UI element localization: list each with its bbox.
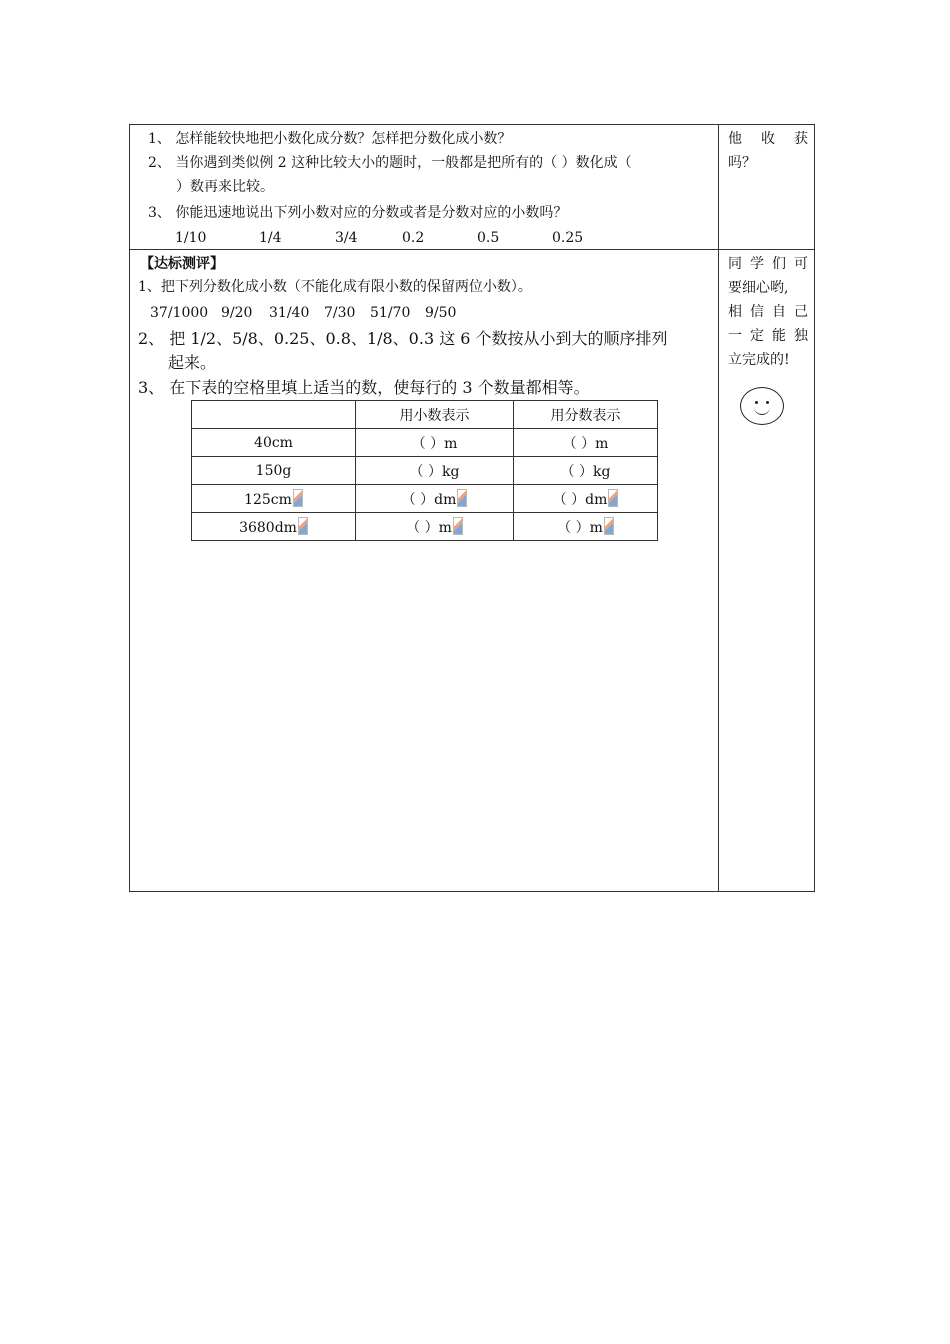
fraction-value: 31/40 bbox=[269, 305, 310, 321]
preview-question-1: 1、 怎样能较快地把小数化成分数？怎样把分数化成小数？ bbox=[148, 131, 512, 147]
table-cell bbox=[514, 485, 658, 513]
table-header-row bbox=[192, 401, 658, 429]
side-note-line: 相 信 自 己 bbox=[728, 304, 808, 320]
cell-text: （ ）m bbox=[406, 519, 452, 536]
worksheet-frame bbox=[129, 124, 815, 892]
cell-text: 3680dm bbox=[239, 520, 297, 536]
unit-conversion-table bbox=[191, 400, 658, 541]
squared-unit-icon bbox=[453, 517, 463, 535]
table-cell: （ ）m bbox=[356, 429, 514, 457]
fraction-value: 7/30 bbox=[324, 305, 356, 321]
table-row bbox=[192, 429, 658, 457]
table-header-cell bbox=[192, 401, 356, 429]
preview-value: 1/4 bbox=[259, 230, 282, 246]
side-note-line: 同 学 们 可 bbox=[728, 256, 808, 272]
fraction-value: 9/50 bbox=[425, 305, 457, 321]
squared-unit-icon bbox=[457, 489, 467, 507]
side-note-line: 一 定 能 独 bbox=[728, 328, 808, 344]
preview-value: 0.25 bbox=[552, 230, 584, 246]
cell-text: 125cm bbox=[244, 492, 292, 508]
table-header-cell: 用分数表示 bbox=[514, 401, 658, 429]
table-cell bbox=[192, 513, 356, 541]
squared-unit-icon bbox=[608, 489, 618, 507]
table-cell: 150g bbox=[192, 457, 356, 485]
assessment-question-1: 1、把下列分数化成小数（不能化成有限小数的保留两位小数）。 bbox=[138, 279, 532, 295]
assessment-question-2-line-2: 起来。 bbox=[168, 353, 217, 372]
table-cell: （ ）m bbox=[514, 429, 658, 457]
table-cell: （ ）kg bbox=[356, 457, 514, 485]
fraction-value: 9/20 bbox=[221, 305, 253, 321]
preview-value: 0.5 bbox=[477, 230, 500, 246]
preview-value: 1/10 bbox=[175, 230, 207, 246]
assessment-heading: 【达标测评】 bbox=[140, 256, 224, 272]
row-divider bbox=[130, 249, 814, 250]
side-note-line: 他 收 获 bbox=[728, 131, 808, 147]
smiley-face-icon bbox=[740, 387, 784, 425]
fraction-value: 37/1000 bbox=[150, 305, 209, 321]
side-note-line: 要细心哟, bbox=[728, 280, 789, 296]
table-cell bbox=[514, 513, 658, 541]
table-row bbox=[192, 513, 658, 541]
preview-question-2-line-1: 2、 当你遇到类似例 2 这种比较大小的题时，一般都是把所有的（ ）数化成（ bbox=[148, 155, 632, 171]
table-cell: 40cm bbox=[192, 429, 356, 457]
assessment-question-3: 3、 在下表的空格里填上适当的数，使每行的 3 个数量都相等。 bbox=[138, 378, 590, 397]
side-note-line: 立完成的! bbox=[728, 352, 790, 368]
cell-text: （ ）dm bbox=[552, 491, 608, 508]
column-divider bbox=[718, 125, 719, 891]
preview-value: 3/4 bbox=[335, 230, 358, 246]
assessment-side-note bbox=[728, 252, 808, 372]
table-row bbox=[192, 457, 658, 485]
squared-unit-icon bbox=[604, 517, 614, 535]
side-note-line: 吗？ bbox=[728, 155, 756, 171]
preview-side-note bbox=[728, 127, 808, 175]
table-header-cell: 用小数表示 bbox=[356, 401, 514, 429]
cell-text: （ ）m bbox=[557, 519, 603, 536]
cell-text: （ ）dm bbox=[401, 491, 457, 508]
squared-unit-icon bbox=[298, 517, 308, 535]
table-cell bbox=[192, 485, 356, 513]
preview-value: 0.2 bbox=[402, 230, 425, 246]
assessment-question-2-line-1: 2、 把 1/2、5/8、0.25、0.8、1/8、0.3 这 6 个数按从小到大的顺序排列 bbox=[138, 329, 668, 348]
preview-question-3: 3、 你能迅速地说出下列小数对应的分数或者是分数对应的小数吗？ bbox=[148, 205, 568, 221]
mouth-icon bbox=[754, 404, 770, 415]
table-cell: （ ）kg bbox=[514, 457, 658, 485]
fraction-value: 51/70 bbox=[370, 305, 411, 321]
table-cell bbox=[356, 485, 514, 513]
squared-unit-icon bbox=[293, 489, 303, 507]
preview-question-2-line-2: ）数再来比较。 bbox=[176, 179, 274, 195]
table-cell bbox=[356, 513, 514, 541]
table-row bbox=[192, 485, 658, 513]
